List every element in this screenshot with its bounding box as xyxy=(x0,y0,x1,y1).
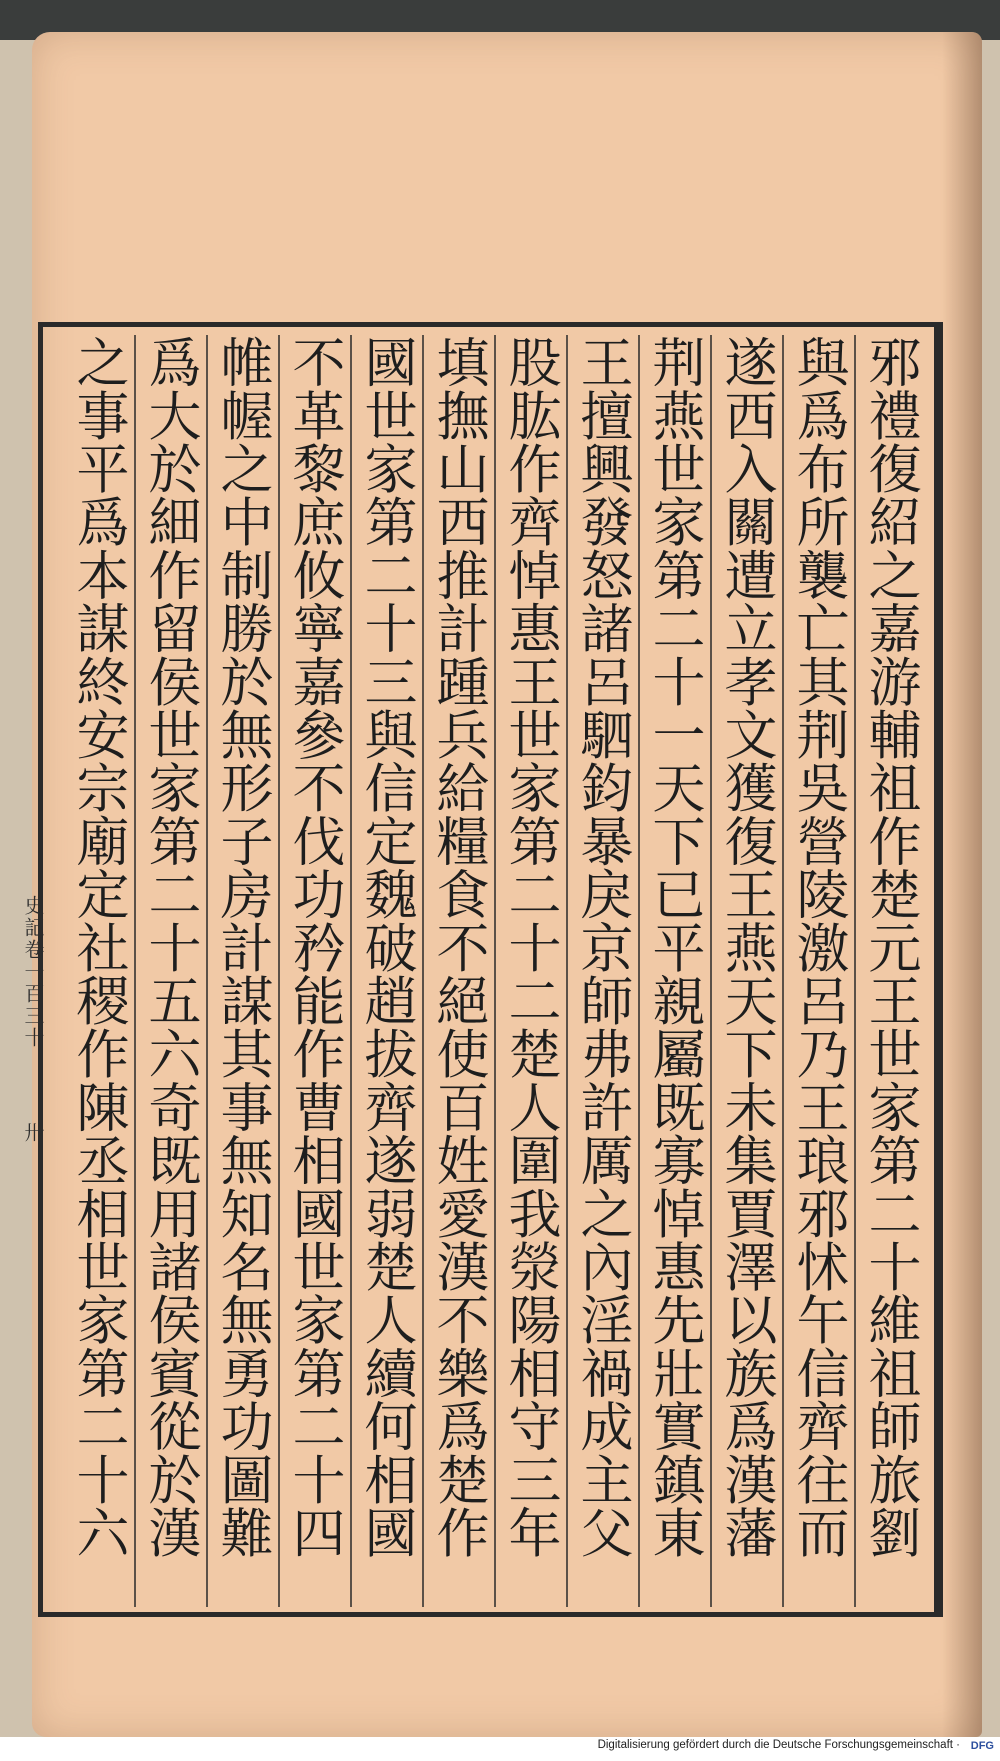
footer-credit: Digitalisierung gefördert durch die Deutsche Forschungsgemeinschaft · xyxy=(597,1739,960,1751)
dfg-logo[interactable]: DFG xyxy=(970,1740,994,1752)
text-column-10: 帷幄之中制勝於無形子房計謀其事無知名無勇功圖難 xyxy=(206,335,278,1607)
text-column-2: 與爲布所襲亡其荆吳營陵激呂乃王琅邪怵午信齊往而 xyxy=(782,335,854,1607)
text-column-6: 股肱作齊悼惠王世家第二十二楚人圍我滎陽相守三年 xyxy=(494,335,566,1607)
text-column-9: 不革黎庶攸寧嘉參不伐功矜能作曹相國世家第二十四 xyxy=(278,335,350,1607)
text-columns xyxy=(61,335,926,1607)
text-column-8: 國世家第二十三與信定魏破趙拔齊遂弱楚人續何相國 xyxy=(350,335,422,1607)
page-gutter-shadow xyxy=(942,32,982,1737)
text-column-7: 填撫山西推計踵兵給糧食不絕使百姓愛漢不樂爲楚作 xyxy=(422,335,494,1607)
text-column-4: 荆燕世家第二十一天下已平親屬既寡悼惠先壯實鎮東 xyxy=(638,335,710,1607)
margin-title: 史記卷一百三十 xyxy=(21,895,45,1049)
text-column-11: 爲大於細作留侯世家第二十五六奇既用諸侯賓從於漢 xyxy=(134,335,206,1607)
footer-bar xyxy=(0,1737,1000,1761)
text-column-12: 之事平爲本謀終安宗廟定社稷作陳丞相世家第二十六 xyxy=(68,335,129,1559)
book-page xyxy=(21,32,982,1737)
margin-leaf-number: 卅 xyxy=(21,1122,45,1142)
text-column-1: 邪禮復紹之嘉游輔祖作楚元王世家第二十維祖師旅劉 xyxy=(854,335,926,1607)
text-frame xyxy=(38,322,943,1617)
text-column-3: 遂西入關遭立孝文獲復王燕天下未集賈澤以族爲漢藩 xyxy=(710,335,782,1607)
text-column-5: 王擅興發怒諸呂駟鈞暴戾京師弗許厲之內淫禍成主父 xyxy=(566,335,638,1607)
